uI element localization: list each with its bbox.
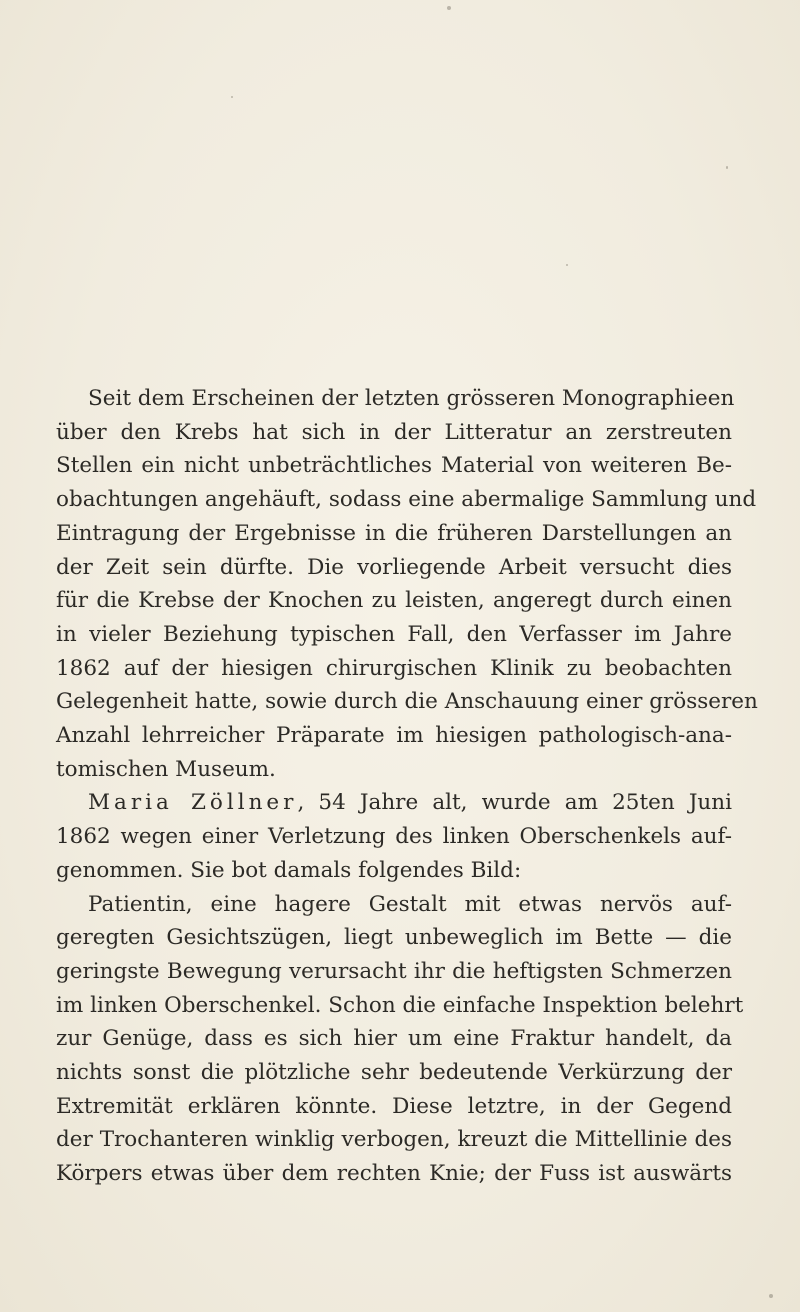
text-line: geregten Gesichtszügen, liegt unbeweglich im Bette — die bbox=[56, 925, 732, 951]
text-line: Gelegenheit hatte, sowie durch die Anschauung einer grösseren bbox=[56, 689, 758, 715]
text-line: der Zeit sein dürfte. Die vorliegende Arbeit versucht dies bbox=[56, 554, 732, 580]
text-line: 1862 wegen einer Verletzung des linken Oberschenkels auf- bbox=[56, 824, 732, 850]
patient-name: Maria Zöllner bbox=[88, 790, 298, 816]
text-line: geringste Bewegung verursacht ihr die heftigsten Schmerzen bbox=[56, 958, 732, 984]
paper-speck bbox=[447, 6, 451, 10]
text-line: 1862 auf der hiesigen chirurgischen Klinik zu beobachten bbox=[56, 655, 732, 681]
text-line: nichts sonst die plötzliche sehr bedeutende Verkürzung der bbox=[56, 1060, 732, 1086]
paper-speck bbox=[726, 166, 728, 169]
patient-line-rest: , 54 Jahre alt, wurde am 25ten Juni bbox=[297, 790, 733, 816]
text-line: zur Genüge, dass es sich hier um eine Fraktur handelt, da bbox=[56, 1026, 732, 1052]
text-line: Körpers etwas über dem rechten Knie; der Fuss ist auswärts bbox=[56, 1161, 732, 1187]
paper-speck bbox=[231, 96, 233, 98]
text-line: genommen. Sie bot damals folgendes Bild: bbox=[56, 857, 522, 883]
text-line: für die Krebse der Knochen zu leisten, angeregt durch einen bbox=[56, 588, 732, 614]
text-line: über den Krebs hat sich in der Litteratur an zerstreuten bbox=[56, 419, 732, 445]
text-line: Seit dem Erscheinen der letzten grösseren Monographieen bbox=[88, 386, 735, 411]
paper-speck bbox=[566, 264, 568, 266]
text-line: der Trochanteren winklig verbogen, kreuzt die Mittellinie des bbox=[56, 1127, 732, 1153]
text-line: tomischen Museum. bbox=[56, 756, 276, 782]
text-line: in vieler Beziehung typischen Fall, den Verfasser im Jahre bbox=[56, 621, 732, 647]
text-line: Patientin, eine hagere Gestalt mit etwas nervös auf- bbox=[88, 891, 732, 917]
body-text bbox=[56, 382, 758, 1191]
text-line: Extremität erklären könnte. Diese letztre, in der Gegend bbox=[56, 1093, 732, 1119]
text-line: im linken Oberschenkel. Schon die einfache Inspektion belehrt bbox=[56, 992, 744, 1018]
patient-intro-line bbox=[56, 786, 732, 820]
paper-speck bbox=[769, 1294, 773, 1298]
text-line: Eintragung der Ergebnisse in die früheren Darstellungen an bbox=[56, 520, 732, 546]
text-line: Anzahl lehrreicher Präparate im hiesigen pathologisch-ana- bbox=[56, 723, 732, 749]
text-line: obachtungen angehäuft, sodass eine abermalige Sammlung und bbox=[56, 487, 757, 513]
text-line: Stellen ein nicht unbeträchtliches Material von weiteren Be- bbox=[56, 453, 732, 479]
